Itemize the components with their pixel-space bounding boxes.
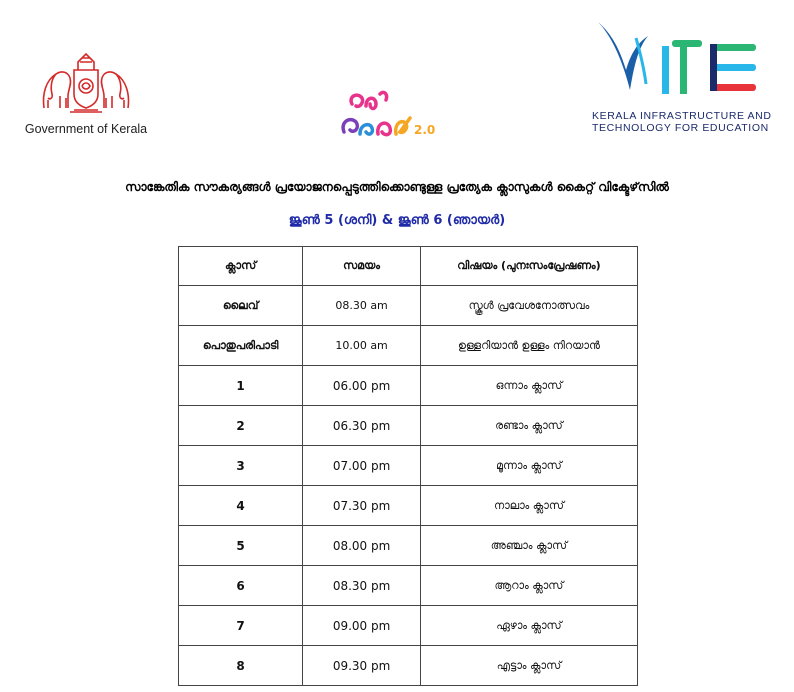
row-subject: രണ്ടാം ക്ലാസ് [420,406,637,446]
row-class: 3 [179,446,303,486]
header-class: ക്ലാസ് [179,247,303,286]
kite-caption-line1: KERALA INFRASTRUCTURE AND [592,110,772,122]
table-header-row [179,247,638,286]
row-class: 2 [179,406,303,446]
row-time: 07.00 pm [303,446,421,486]
row-subject: ഏഴാം ക്ലാസ് [420,606,637,646]
row-subject: എട്ടാം ക്ലാസ് [420,646,637,686]
kite-caption-line2: TECHNOLOGY FOR EDUCATION [592,122,769,134]
row-subject: നാലാം ക്ലാസ് [420,486,637,526]
table-row [179,286,638,326]
row-subject: മൂന്നാം ക്ലാസ് [420,446,637,486]
row-time: 06.30 pm [303,406,421,446]
kite-caption [592,110,772,134]
row-class: 4 [179,486,303,526]
table-row [179,446,638,486]
row-subject: സ്കൂൾ പ്രവേശനോത്സവം [420,286,637,326]
first-bell-logo [330,88,450,144]
table-row [179,366,638,406]
row-time: 07.30 pm [303,486,421,526]
row-time: 09.00 pm [303,606,421,646]
first-bell-logo-icon [330,88,450,144]
table-row [179,646,638,686]
row-subject: ഒന്നാം ക്ലാസ് [420,366,637,406]
svg-text:2.0: 2.0 [414,123,436,137]
date-subtitle: ജൂൺ 5 (ശനി) & ജൂൺ 6 (ഞായർ) [288,213,506,228]
kerala-emblem-icon [38,50,134,116]
row-time: 08.00 pm [303,526,421,566]
table-row [179,606,638,646]
table-row [179,526,638,566]
row-class: 5 [179,526,303,566]
row-class: 1 [179,366,303,406]
row-time: 08.30 pm [303,566,421,606]
row-time: 09.30 pm [303,646,421,686]
row-subject: ഉള്ളറിയാൻ ഉള്ളം നിറയാൻ [420,326,637,366]
table-row [179,566,638,606]
table-row [179,486,638,526]
gov-kerala-label: Government of Kerala [24,122,148,136]
schedule-table [178,246,638,686]
kite-logo [592,18,772,134]
kite-logo-icon [592,18,762,104]
row-subject: അഞ്ചാം ക്ലാസ് [420,526,637,566]
row-class: 6 [179,566,303,606]
page-title: സാങ്കേതിക സൗകര്യങ്ങൾ പ്രയോജനപ്പെടുത്തിക്കൊണ്ടുള്ള പ്രത്യേക ക്ലാസുകൾ കൈറ്റ് വിക്ടേഴ്‌സിൽ [125,180,669,194]
header-time: സമയം [303,247,421,286]
gov-kerala-logo [20,50,152,136]
table-row [179,406,638,446]
row-time: 06.00 pm [303,366,421,406]
row-class: 8 [179,646,303,686]
row-class: പൊതുപരിപാടി [179,326,303,366]
header-subject: വിഷയം (പുനഃസംപ്രേഷണം) [420,247,637,286]
row-class: 7 [179,606,303,646]
table-row [179,326,638,366]
row-time: 08.30 am [303,286,421,326]
row-subject: ആറാം ക്ലാസ് [420,566,637,606]
row-class: ലൈവ് [179,286,303,326]
row-time: 10.00 am [303,326,421,366]
